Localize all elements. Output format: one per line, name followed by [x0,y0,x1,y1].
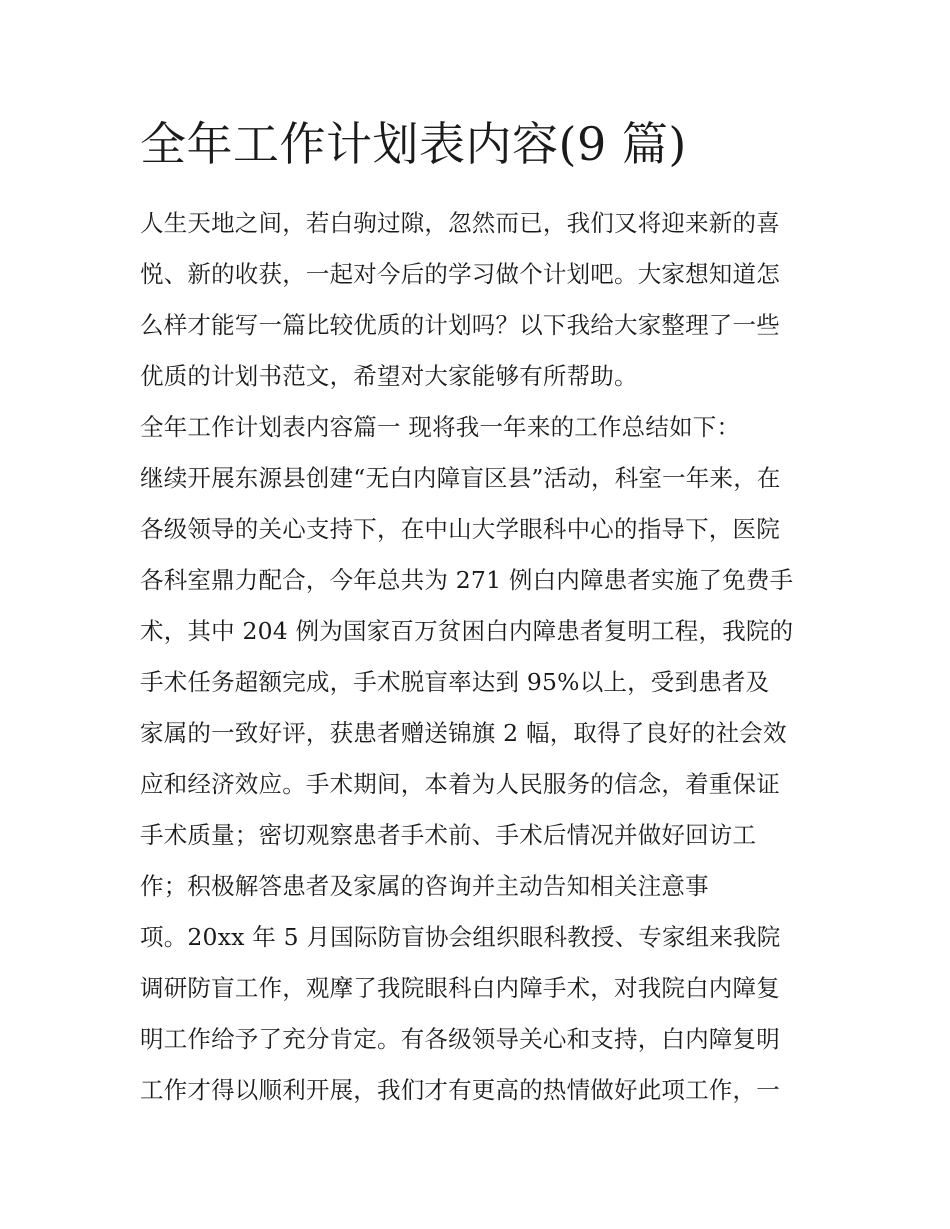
body-line: 家属的一致好评，获患者赠送锦旗 2 幅，取得了良好的社会效 [140,719,787,747]
body-line: 手术任务超额完成，手术脱盲率达到 95%以上，受到患者及 [140,668,770,696]
body-line: 调研防盲工作，观摩了我院眼科白内障手术，对我院白内障复 [140,974,780,1002]
body-line: 项。20xx 年 5 月国际防盲协会组织眼科教授、专家组来我院 [140,923,781,951]
body-line: 手术质量；密切观察患者手术前、手术后情况并做好回访工 [140,821,757,849]
body-line: 继续开展东源县创建“无白内障盲区县”活动，科室一年来，在 [140,464,781,492]
body-line: 工作才得以顺利开展，我们才有更高的热情做好此项工作，一 [140,1076,780,1104]
body-line: 明工作给予了充分肯定。有各级领导关心和支持，白内障复明 [140,1025,780,1053]
body-line: 优质的计划书范文，希望对大家能够有所帮助。 [140,362,638,390]
body-line: 术，其中 204 例为国家百万贫困白内障患者复明工程，我院的 [140,617,794,645]
body-line: 应和经济效应。手术期间，本着为人民服务的信念，着重保证 [140,770,780,798]
body-line: 各科室鼎力配合，今年总共为 271 例白内障患者实施了免费手 [140,566,794,594]
document-title: 全年工作计划表内容(9 篇) [140,117,687,171]
document-body [140,204,820,1122]
body-line: 人生天地之间，若白驹过隙，忽然而已，我们又将迎来新的喜 [140,209,780,237]
body-line: 么样才能写一篇比较优质的计划吗？以下我给大家整理了一些 [140,311,780,339]
body-line: 各级领导的关心支持下，在中山大学眼科中心的指导下，医院 [140,515,780,543]
body-line: 悦、新的收获，一起对今后的学习做个计划吧。大家想知道怎 [140,260,780,288]
body-line: 作；积极解答患者及家属的咨询并主动告知相关注意事 [140,872,709,900]
section-heading-line: 全年工作计划表内容篇一 现将我一年来的工作总结如下： [140,413,741,441]
